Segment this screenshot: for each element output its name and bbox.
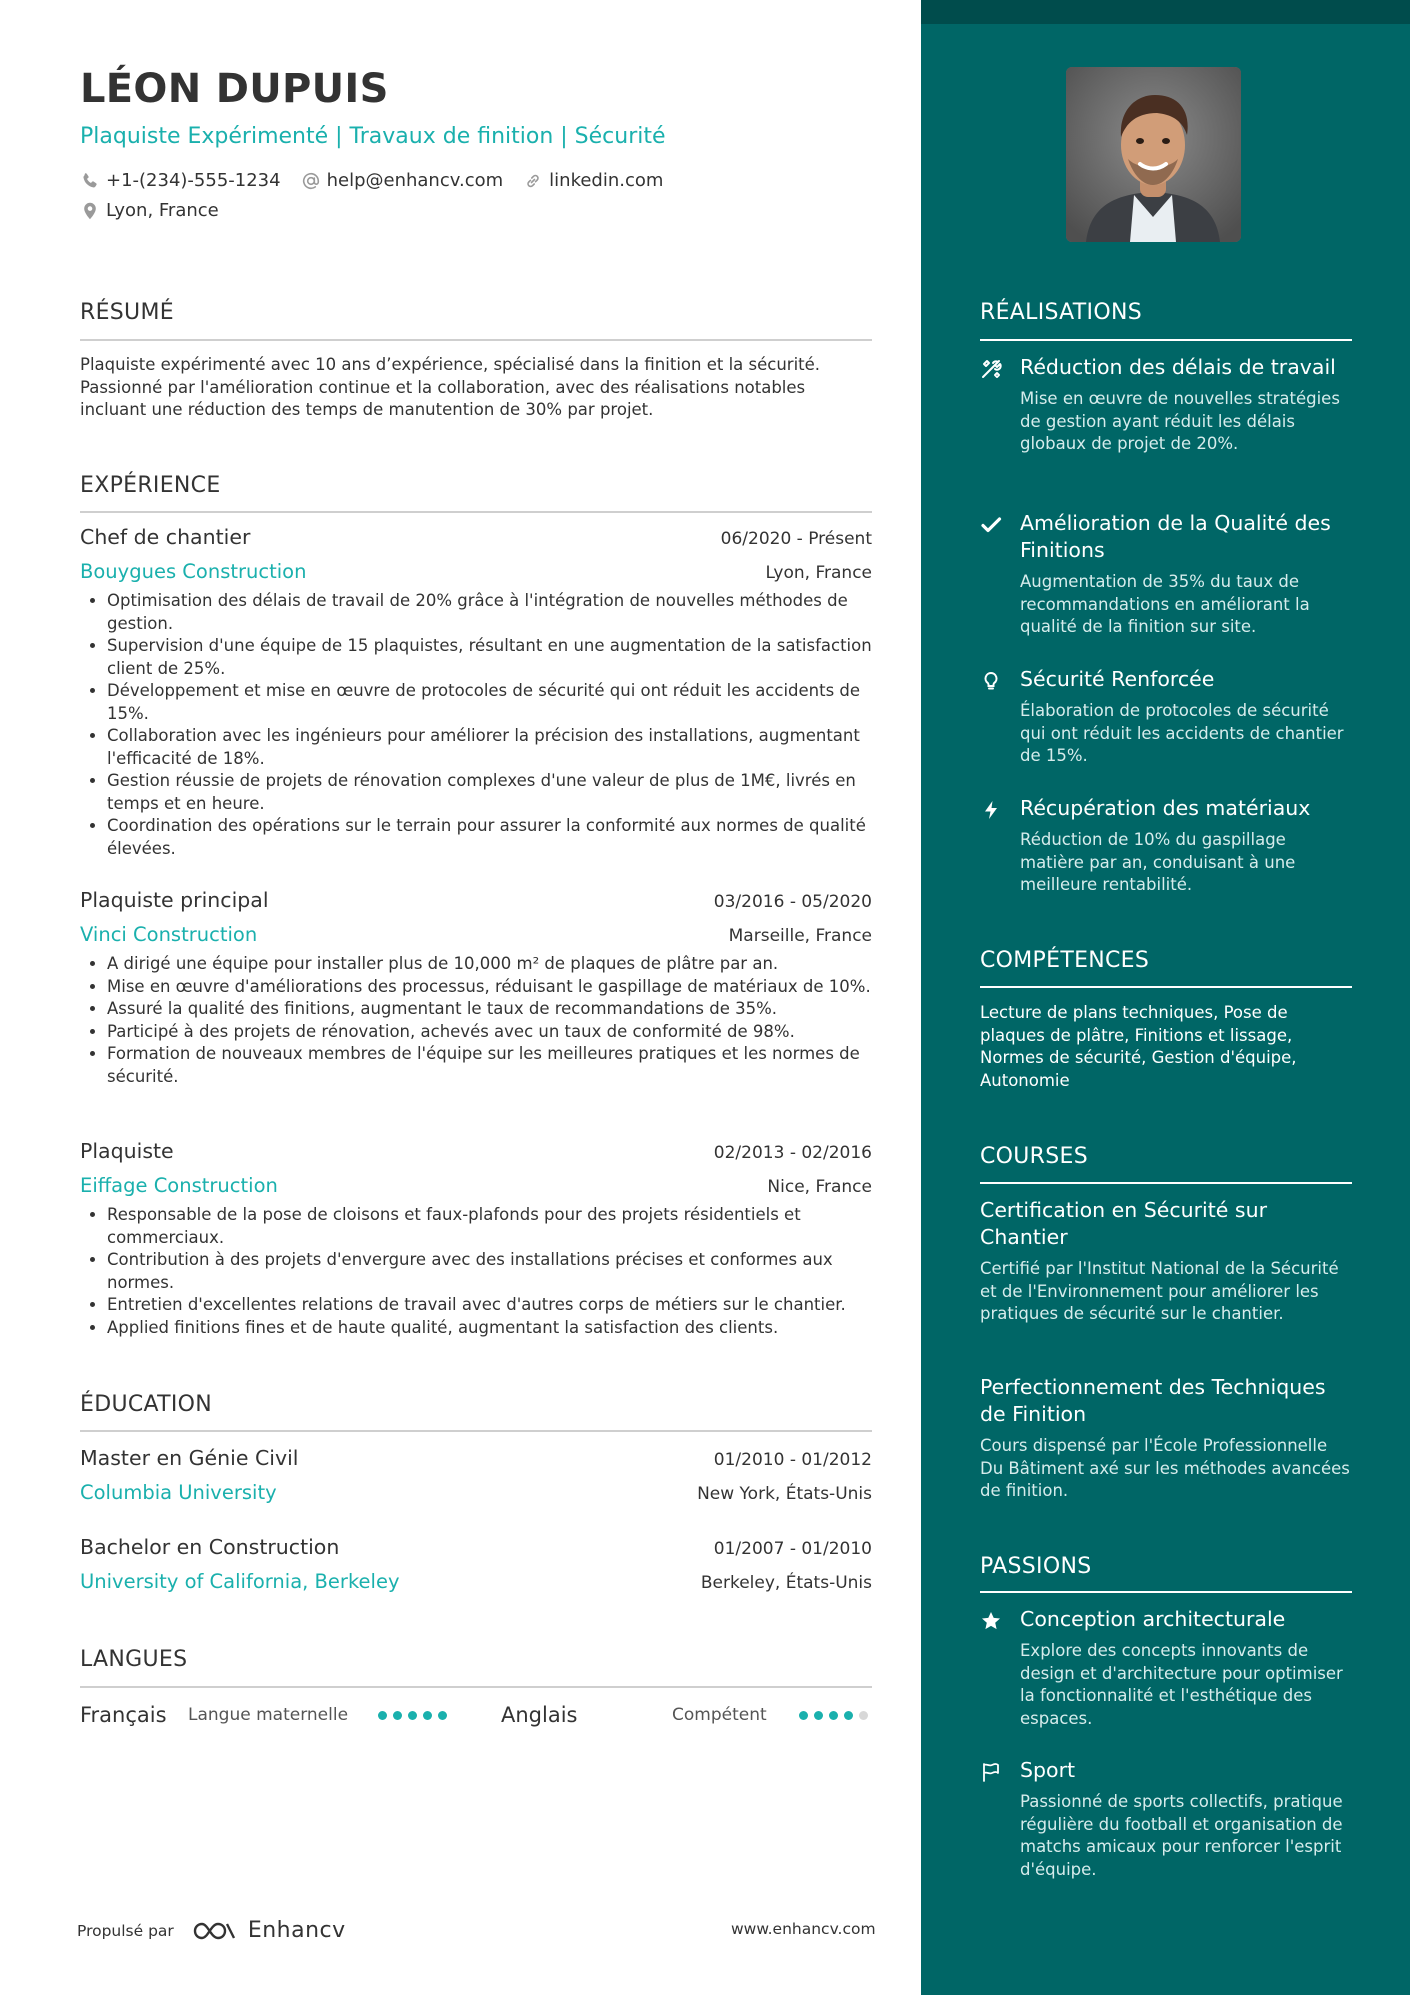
candidate-name: LÉON DUPUIS [80,66,389,112]
linkedin-item[interactable] [523,170,663,191]
passions-divider [980,1591,1352,1593]
footer-url[interactable]: www.enhancv.com [731,1920,876,1938]
achievement-title: Amélioration de la Qualité des Finitions [1020,511,1331,562]
achievements-divider [980,339,1352,341]
check-icon [980,510,1020,536]
skills-title: COMPÉTENCES [980,948,1150,973]
course-item [980,1197,1352,1326]
language-name: Anglais [501,1703,578,1727]
rating-dot-filled [844,1711,853,1720]
course-item [980,1374,1352,1503]
languages-title: LANGUES [80,1647,188,1672]
job-bullet: • Coordination des opérations sur le terrain pour assurer la conformité aux normes de qualité élevées. [107,815,872,860]
rating-dot-empty [859,1711,868,1720]
school[interactable]: University of California, Berkeley [80,1570,400,1593]
education-entry [80,1446,872,1509]
achievement-desc: Augmentation de 35% du taux de recommandations en améliorant la qualité de la finition sur site. [1020,572,1310,636]
rating-dot-filled [829,1711,838,1720]
achievement-desc: Réduction de 10% du gaspillage matière par an, conduisant à une meilleure rentabilité. [1020,830,1296,894]
powered-by-label: Propulsé par [77,1921,174,1940]
passion-title: Sport [1020,1758,1076,1782]
course-desc: Certifié par l'Institut National de la Sécurité et de l'Environnement pour améliorer les pratiques de sécurité sur le chantier. [980,1259,1339,1323]
job-dates: 02/2013 - 02/2016 [713,1143,872,1163]
at-icon [301,171,321,191]
skills-text: Lecture de plans techniques, Pose de plaques de plâtre, Finitions et lissage, Normes de sécurité, Gestion d'équipe, Autonomie [980,1003,1297,1090]
education-title: ÉDUCATION [80,1392,213,1417]
phone-icon [80,171,100,191]
courses-divider [980,1182,1352,1184]
languages-divider [80,1686,872,1688]
education-location: Berkeley, États-Unis [700,1573,872,1593]
rating-dot-filled [378,1711,387,1720]
job-bullet: • Collaboration avec les ingénieurs pour améliorer la précision des installations, augmentant l'efficacité de 18%. [107,725,872,770]
lightbulb-icon [980,666,1020,692]
email-text: help@enhancv.com [326,170,504,191]
job-role: Chef de chantier [80,525,251,549]
rating-dot-filled [408,1711,417,1720]
job-bullet: • Contribution à des projets d'envergure avec des installations précises et conformes aux normes. [107,1249,872,1294]
location-text: Lyon, France [106,200,219,221]
summary-text: Plaquiste expérimenté avec 10 ans d’expérience, spécialisé dans la finition et la sécurité. Passionné par l'amélioration continue et la collaboration, avec des réalisations notables incluant une réduction des temps de manutention de 30% par projet. [80,355,821,419]
passion-title: Conception architecturale [1020,1607,1286,1631]
job-bullet: • Optimisation des délais de travail de 20% grâce à l'intégration de nouvelles méthodes de gestion. [107,590,872,635]
linkedin-text: linkedin.com [549,170,664,191]
star-icon [980,1606,1020,1632]
summary-title: RÉSUMÉ [80,300,174,325]
course-title: Certification en Sécurité sur Chantier [980,1198,1268,1249]
achievement-item [980,666,1352,768]
job-bullet: • Participé à des projets de rénovation, achevés avec un taux de conformité de 98%. [107,1021,872,1044]
brand-name: Enhancv [247,1918,346,1943]
job-bullets [80,590,872,860]
profile-photo [1066,67,1241,242]
job-entry [80,888,872,1088]
job-bullet: • Entretien d'excellentes relations de travail avec d'autres corps de métiers sur le chantier. [107,1294,872,1317]
rating-dot-filled [393,1711,402,1720]
job-bullet: • Supervision d'une équipe de 15 plaquistes, résultant en une augmentation de la satisfaction client de 25%. [107,635,872,680]
link-icon [523,171,543,191]
rating-dot-filled [423,1711,432,1720]
footer-brand [77,1918,346,1943]
job-bullet: • Responsable de la pose de cloisons et faux-plafonds pour des projets résidentiels et commerciaux. [107,1204,872,1249]
language-rating [799,1711,868,1720]
passion-item [980,1606,1352,1730]
experience-title: EXPÉRIENCE [80,473,221,498]
languages-row [80,1700,872,1730]
education-location: New York, États-Unis [697,1484,872,1504]
phone-item[interactable] [80,170,281,191]
job-dates: 06/2020 - Présent [720,529,872,549]
passion-item [980,1757,1352,1881]
job-location: Marseille, France [728,926,872,946]
map-pin-icon [80,201,100,221]
achievement-desc: Élaboration de protocoles de sécurité qui ont réduit les accidents de chantier de 15%. [1020,701,1344,765]
education-dates: 01/2010 - 01/2012 [713,1450,872,1470]
course-desc: Cours dispensé par l'École Professionnelle Du Bâtiment axé sur les méthodes avancées de finition. [980,1436,1350,1500]
headline: Plaquiste Expérimenté | Travaux de finition | Sécurité [80,124,666,149]
achievement-title: Réduction des délais de travail [1020,355,1336,379]
job-company[interactable]: Eiffage Construction [80,1174,278,1197]
job-bullet: • Mise en œuvre d'améliorations des processus, réduisant le gaspillage de matériaux de 10%. [107,976,872,999]
job-bullets [80,953,872,1088]
job-bullet: • A dirigé une équipe pour installer plus de 10,000 m² de plaques de plâtre par an. [107,953,872,976]
contact-row [80,170,663,191]
rating-dot-filled [814,1711,823,1720]
brand-logo[interactable] [192,1918,346,1943]
passions-title: PASSIONS [980,1554,1092,1579]
job-bullets [80,1204,872,1339]
education-dates: 01/2007 - 01/2010 [713,1539,872,1559]
phone-text: +1-(234)-555-1234 [106,170,281,191]
passion-desc: Passionné de sports collectifs, pratique régulière du football et organisation de matchs amicaux pour renforcer l'esprit d'équipe. [1020,1792,1343,1879]
lightning-icon [980,795,1020,821]
job-location: Nice, France [767,1177,872,1197]
job-location: Lyon, France [765,563,872,583]
rating-dot-filled [438,1711,447,1720]
achievement-item [980,510,1352,639]
job-bullet: • Développement et mise en œuvre de protocoles de sécurité qui ont réduit les accidents de 15%. [107,680,872,725]
tools-icon [980,354,1020,380]
enhancv-logo-icon [192,1919,238,1943]
education-entry [80,1535,872,1598]
language-level: Compétent [672,1705,767,1725]
summary-divider [80,339,872,341]
job-bullet: • Applied finitions fines et de haute qualité, augmentant la satisfaction des clients. [107,1317,872,1340]
degree: Bachelor en Construction [80,1535,340,1559]
school[interactable]: Columbia University [80,1481,277,1504]
degree: Master en Génie Civil [80,1446,299,1470]
job-dates: 03/2016 - 05/2020 [713,892,872,912]
achievement-title: Récupération des matériaux [1020,796,1311,820]
rating-dot-filled [799,1711,808,1720]
job-role: Plaquiste [80,1139,174,1163]
location-row [80,200,219,221]
passion-desc: Explore des concepts innovants de design et d'architecture pour optimiser la fonctionnalité et l'esthétique des espaces. [1020,1641,1343,1728]
language-rating [378,1711,501,1720]
achievements-title: RÉALISATIONS [980,300,1142,325]
job-entry [80,1139,872,1339]
achievement-item [980,354,1352,456]
job-company[interactable]: Vinci Construction [80,923,258,946]
job-company[interactable]: Bouygues Construction [80,560,307,583]
education-divider [80,1430,872,1432]
job-bullet: • Gestion réussie de projets de rénovation complexes d'une valeur de plus de 1M€, livrés en temps et en heure. [107,770,872,815]
sidebar [921,0,1410,1995]
experience-divider [80,511,872,513]
language-level: Langue maternelle [188,1705,349,1725]
email-item[interactable] [301,170,504,191]
flag-icon [980,1757,1020,1783]
course-title: Perfectionnement des Techniques de Finition [980,1375,1326,1426]
achievement-desc: Mise en œuvre de nouvelles stratégies de gestion ayant réduit les délais globaux de projet de 20%. [1020,389,1340,453]
job-bullet: • Assuré la qualité des finitions, augmentant le taux de recommandations de 35%. [107,998,872,1021]
location-item [80,200,219,221]
skills-divider [980,986,1352,988]
language-name: Français [80,1703,167,1727]
job-role: Plaquiste principal [80,888,269,912]
job-bullet: • Formation de nouveaux membres de l'équipe sur les meilleures pratiques et les normes de sécurité. [107,1043,872,1088]
job-entry [80,525,872,860]
sidebar-top-band [921,0,1410,24]
achievement-item [980,795,1352,897]
achievement-title: Sécurité Renforcée [1020,667,1215,691]
courses-title: COURSES [980,1144,1088,1169]
